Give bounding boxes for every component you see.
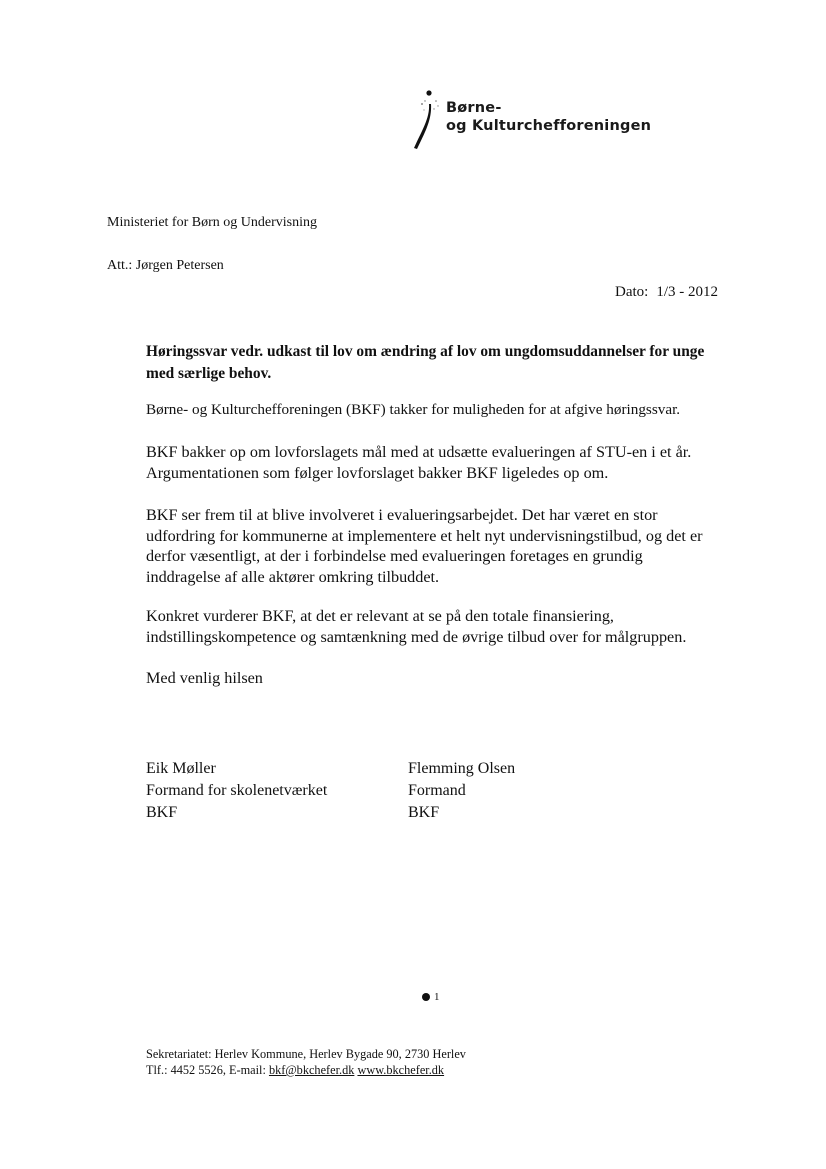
signatory-title: Formand bbox=[408, 782, 466, 799]
page-number-value: 1 bbox=[434, 991, 440, 1003]
signature-block bbox=[146, 758, 327, 824]
subject-heading: Høringssvar vedr. udkast til lov om ændring af lov om ungdomsuddannelser for unge med særlige behov. bbox=[146, 343, 705, 382]
signatory-name: Eik Møller bbox=[146, 760, 216, 777]
attention-line: Att.: Jørgen Petersen bbox=[107, 258, 224, 273]
signatory-title: Formand for skolenetværket bbox=[146, 782, 328, 799]
logo-figure-icon bbox=[408, 84, 444, 154]
signatory-name: Flemming Olsen bbox=[408, 760, 516, 777]
website-link[interactable]: www.bkchefer.dk bbox=[357, 1063, 445, 1077]
date-label: Dato: bbox=[615, 284, 649, 300]
footer-address: Sekretariatet: Herlev Kommune, Herlev Bygade 90, 2730 Herlev bbox=[146, 1047, 466, 1061]
footer-contact bbox=[146, 1062, 466, 1078]
date-line bbox=[615, 284, 718, 301]
logo-text-line2: og Kulturchefforeningen bbox=[446, 118, 652, 134]
body-paragraph: Konkret vurderer BKF, at det er relevant at se på den totale finansiering, indstillingskompetence og samtænkning med de øvrige tilbud over for målgruppen. bbox=[146, 607, 687, 646]
closing-greeting: Med venlig hilsen bbox=[146, 669, 263, 687]
organization-logo bbox=[408, 84, 652, 154]
page-number bbox=[422, 991, 440, 1003]
body-paragraph: BKF ser frem til at blive involveret i evalueringsarbejdet. Det har været en stor udfordring for kommunerne at implementere et helt nyt undervisningstilbud, og det er derfor væsentligt, at der i forbindelse med evalueringen foretages en grundig inddragelse af alle aktører omkring tilbuddet. bbox=[146, 506, 703, 586]
bullet-icon bbox=[422, 993, 430, 1001]
signature-block bbox=[408, 758, 515, 824]
footer bbox=[146, 1046, 466, 1078]
body-paragraph: Børne- og Kulturchefforeningen (BKF) takker for muligheden for at afgive høringssvar. bbox=[146, 401, 681, 418]
signatory-org: BKF bbox=[408, 804, 440, 821]
recipient-name: Ministeriet for Børn og Undervisning bbox=[107, 215, 317, 230]
signatory-org: BKF bbox=[146, 804, 178, 821]
date-value: 1/3 - 2012 bbox=[656, 284, 718, 300]
footer-phone: Tlf.: 4452 5526, E-mail: bbox=[146, 1063, 269, 1077]
email-link[interactable]: bkf@bkchefer.dk bbox=[268, 1063, 355, 1077]
body-paragraph: BKF bakker op om lovforslagets mål med at udsætte evalueringen af STU-en i et år. Argumentationen som følger lovforslaget bakker BKF ligeledes op om. bbox=[146, 443, 692, 482]
logo-text-line1: Børne- bbox=[446, 100, 502, 116]
